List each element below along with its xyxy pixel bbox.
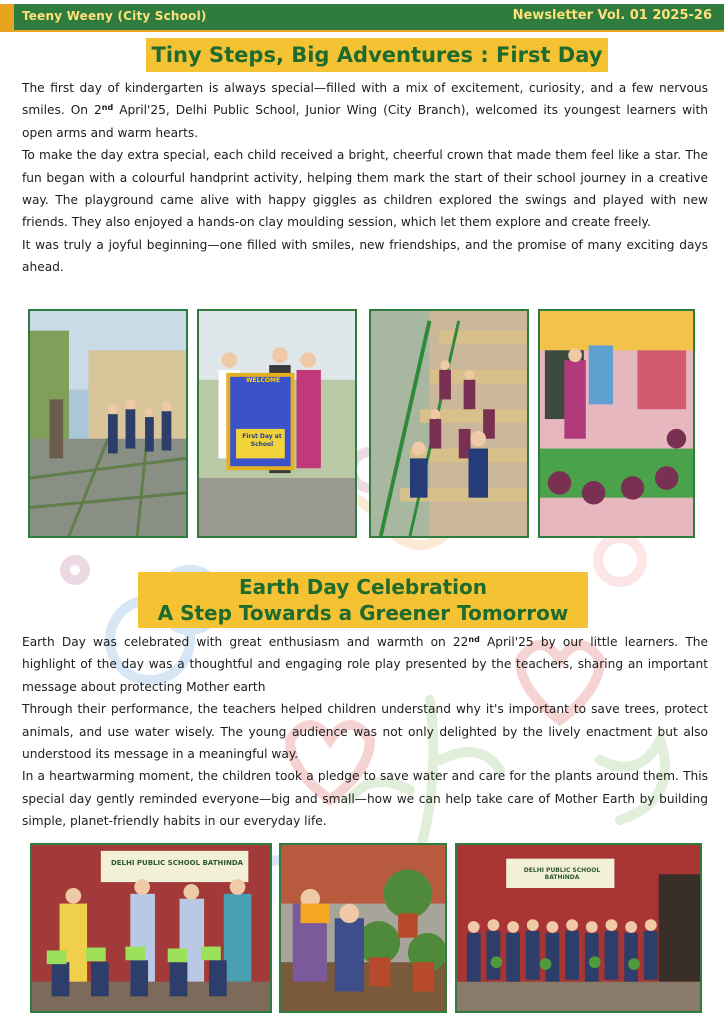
- banner-text-left: DELHI PUBLIC SCHOOL BATHINDA: [110, 859, 244, 867]
- earth-day-article: [22, 631, 708, 833]
- earth-day-paragraph-3: In a heartwarming moment, the children took a pledge to save water and care for the plants around them. This special day gently reminded everyone—big and small—how we can help take care of Mother Earth by building simple, planet-friendly habits in our everyday life.: [22, 769, 708, 829]
- photo-welcome-board: [197, 309, 357, 538]
- earth-day-title-line-1: Earth Day Celebration: [239, 575, 487, 599]
- header-underline: [0, 30, 724, 32]
- welcome-board-text: [237, 433, 287, 449]
- earth-day-paragraph-2: Through their performance, the teachers helped children understand why it's important to save trees, protect animals, and use water wisely. The young audience was not only delighted by the lively enactment but also understood its message in a meaningful way.: [22, 702, 708, 762]
- photo-children-on-stairs: [369, 309, 529, 538]
- photo-children-with-plants: [279, 843, 447, 1013]
- board-line: First Day: [242, 433, 273, 440]
- photo-children-walking: [28, 309, 188, 538]
- header-accent: [0, 4, 14, 30]
- board-line: School: [250, 441, 274, 448]
- section-title-first-day: Tiny Steps, Big Adventures : First Day: [146, 38, 608, 72]
- header-bar: [0, 4, 724, 30]
- first-day-article: [22, 77, 708, 279]
- text-span: Earth Day was celebrated with great enthusiasm and warmth on 22: [22, 635, 469, 649]
- newsletter-volume: Newsletter Vol. 01 2025-26: [512, 8, 712, 23]
- superscript: nd: [468, 635, 480, 644]
- earth-day-title-line-2: A Step Towards a Greener Tomorrow: [157, 601, 569, 625]
- banner-text-right: DELHI PUBLIC SCHOOL BATHINDA: [523, 867, 601, 881]
- first-day-paragraph-3: It was truly a joyful beginning—one filled with smiles, new friendships, and the promise of many exciting days ahead.: [22, 237, 708, 275]
- earth-day-paragraph-1: [22, 631, 708, 698]
- text-span: The first day of kindergarten is always special—filled with a mix of excitement, curiosity, and a few nervous smiles. On 2: [22, 81, 708, 118]
- section-title-earth-day: [138, 572, 588, 628]
- photo-teachers-and-children-banner: [30, 843, 272, 1013]
- first-day-paragraph-2: To make the day extra special, each child received a bright, cheerful crown that made them feel like a star. The fun began with a colourful handprint activity, helping them mark the start of their school journey in a creative way. The playground came alive with happy giggles as children explored the swings and played with new friends. They also enjoyed a hands-on clay moulding session, which let them explore and create freely.: [22, 148, 708, 230]
- superscript: nd: [101, 103, 114, 113]
- photo-classroom-activity: [538, 309, 695, 538]
- welcome-board-title: WELCOME: [245, 377, 281, 384]
- board-line: at: [274, 433, 282, 440]
- first-day-paragraph-1: [22, 77, 708, 144]
- text-span: April'25 by our little learners. The highlight of the day was a thoughtful and engaging role play presented by the teachers, sharing an important message about protecting Mother earth: [22, 635, 708, 694]
- photo-group-earth-day: [455, 843, 702, 1013]
- text-span: April'25, Delhi Public School, Junior Wing (City Branch), welcomed its youngest learners with open arms and warm hearts.: [22, 103, 708, 140]
- school-name: Teeny Weeny (City School): [22, 9, 207, 23]
